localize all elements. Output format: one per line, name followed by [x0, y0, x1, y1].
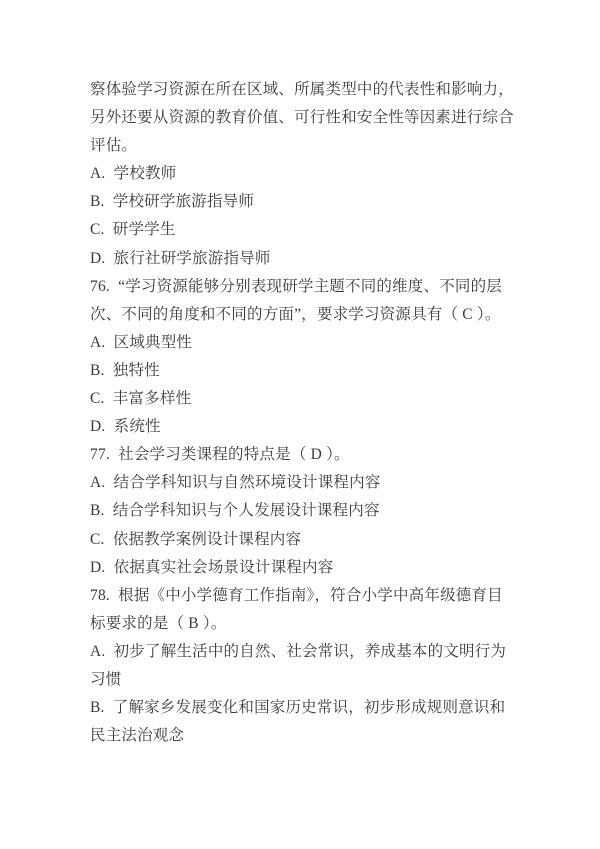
q75-option-d: D. 旅行社研学旅游指导师 [90, 249, 271, 267]
q75-option-c: C. 研学学生 [90, 221, 176, 239]
q75-stem-continuation-line-1: 察体验学习资源在所在区域、所属类型中的代表性和影响力， [90, 81, 514, 98]
q76-stem-line-1: 76. “学习资源能够分别表现研学主题不同的维度、不同的层 [90, 277, 503, 295]
q77-stem: 77. 社会学习类课程的特点是（ D ）。 [90, 446, 350, 464]
q76-option-a: A. 区域典型性 [90, 333, 193, 351]
q78-stem-line-2: 标要求的是（ B ）。 [90, 614, 227, 632]
q78-option-b-line-1: B. 了解家乡发展变化和国家历史常识，初步形成规则意识和 [90, 699, 506, 717]
q77-option-c: C. 依据教学案例设计课程内容 [90, 530, 302, 548]
q76-option-c: C. 丰富多样性 [90, 390, 192, 408]
q77-option-a: A. 结合学科知识与自然环境设计课程内容 [90, 474, 381, 492]
q76-option-b: B. 独特性 [90, 361, 160, 379]
q78-option-a-line-2: 习惯 [90, 670, 122, 688]
q78-option-b-line-2: 民主法治观念 [90, 727, 185, 745]
q78-option-a-line-1: A. 初步了解生活中的自然、社会常识，养成基本的文明行为 [90, 642, 507, 660]
q75-stem-continuation-line-3: 评估。 [90, 137, 138, 155]
q76-stem-line-2: 次、不同的角度和不同的方面”，要求学习资源具有（ C ）。 [90, 305, 501, 323]
document-body [90, 76, 530, 750]
q78-stem-line-1: 78. 根据《中小学德育工作指南》，符合小学中高年级德育目 [90, 586, 503, 604]
q77-option-d: D. 依据真实社会场景设计课程内容 [90, 558, 334, 576]
q76-option-d: D. 系统性 [90, 418, 161, 436]
q75-option-a: A. 学校教师 [90, 165, 177, 183]
q75-option-b: B. 学校研学旅游指导师 [90, 193, 255, 211]
q77-option-b: B. 结合学科知识与个人发展设计课程内容 [90, 502, 380, 520]
q75-stem-continuation-line-2: 另外还要从资源的教育价值、可行性和安全性等因素进行综合 [90, 109, 514, 127]
